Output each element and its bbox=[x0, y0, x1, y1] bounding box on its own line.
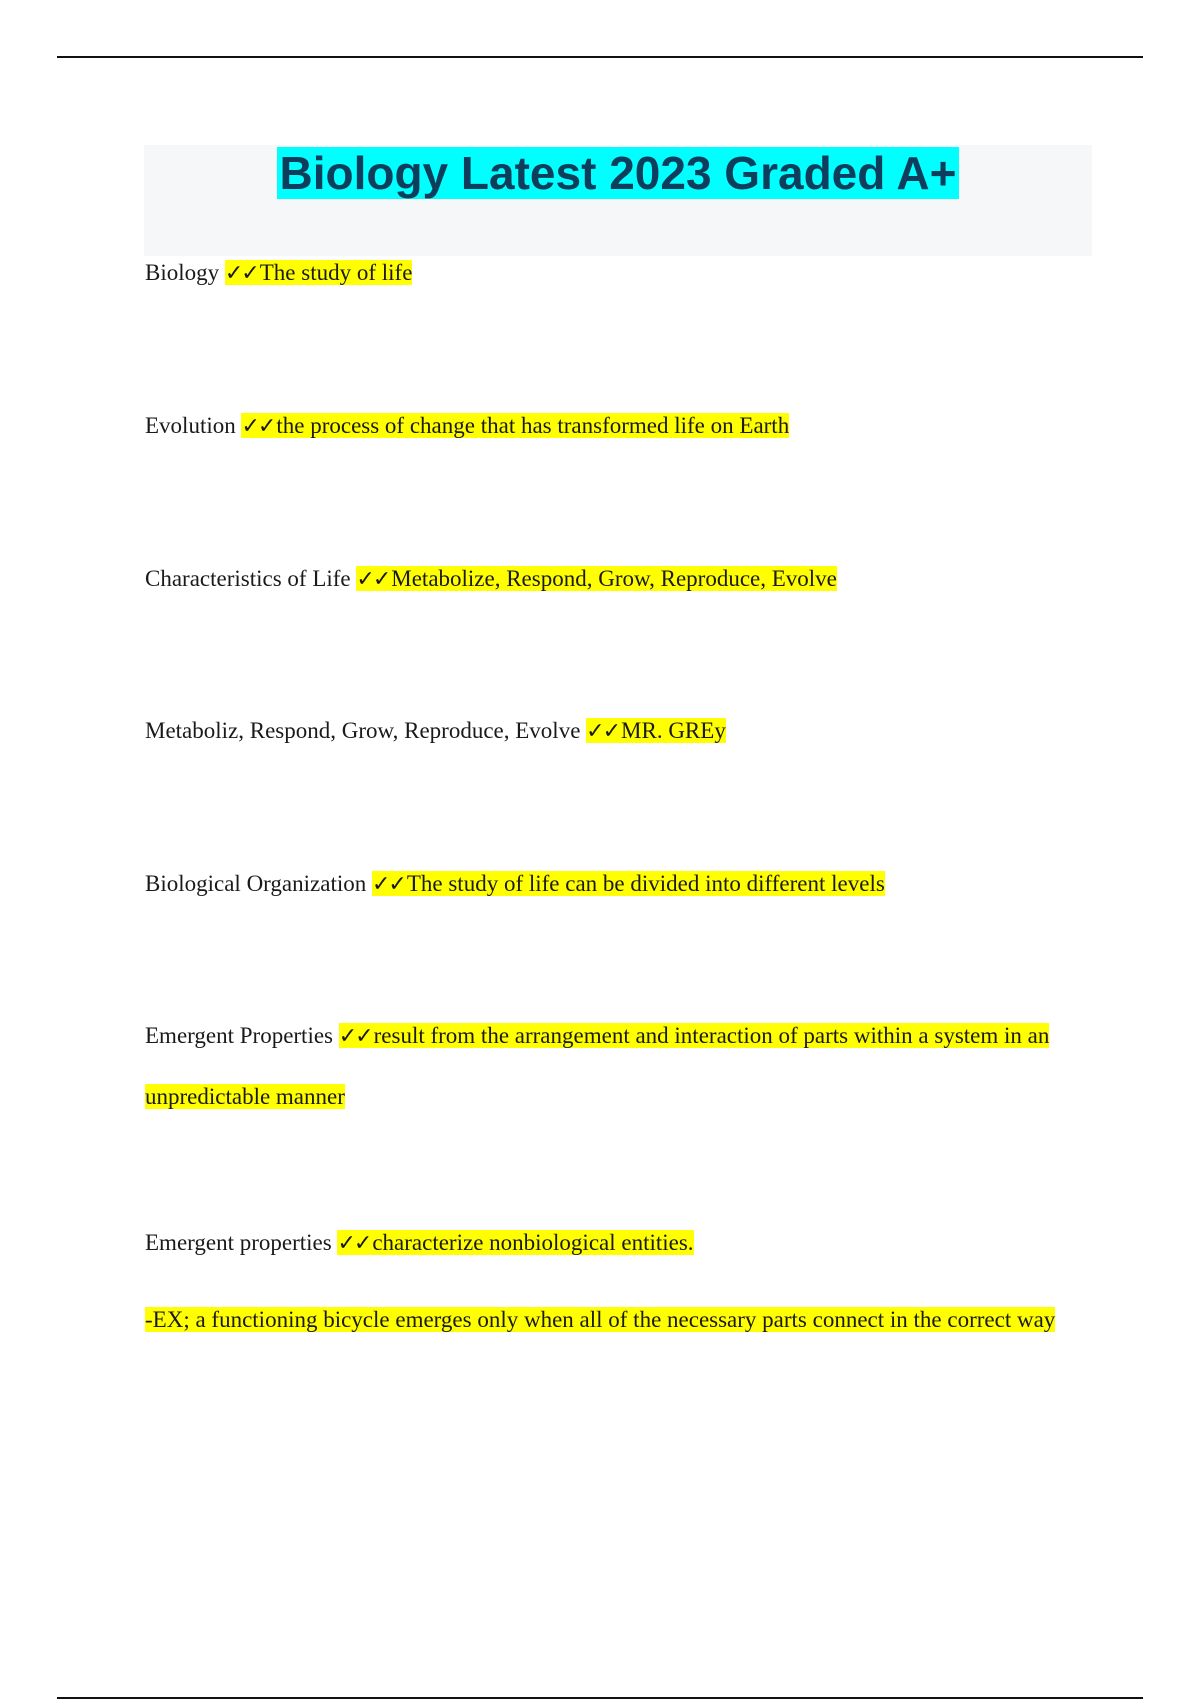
entry-biological-organization bbox=[145, 854, 1075, 915]
entry-mr-grey bbox=[145, 701, 1075, 762]
definition: characterize nonbiological entities. bbox=[372, 1230, 694, 1255]
double-check-icon: ✓✓ bbox=[371, 872, 405, 897]
double-check-icon: ✓✓ bbox=[224, 261, 258, 286]
bottom-rule bbox=[57, 1697, 1143, 1699]
term: Metaboliz, Respond, Grow, Reproduce, Evolve bbox=[145, 718, 581, 743]
double-check-icon: ✓✓ bbox=[338, 1024, 372, 1049]
definition: MR. GREy bbox=[621, 718, 726, 743]
title-banner bbox=[144, 145, 1092, 256]
term: Biological Organization bbox=[145, 871, 367, 896]
double-check-icon: ✓✓ bbox=[356, 567, 390, 592]
example-paragraph bbox=[145, 1290, 1075, 1350]
entry-emergent-properties-nonbiological bbox=[145, 1213, 1075, 1274]
answer-highlight bbox=[356, 566, 837, 591]
top-rule bbox=[57, 56, 1143, 58]
double-check-icon: ✓✓ bbox=[337, 1231, 371, 1256]
definition: Metabolize, Respond, Grow, Reproduce, Evolve bbox=[391, 566, 837, 591]
answer-highlight bbox=[372, 871, 885, 896]
answer-highlight bbox=[337, 1230, 693, 1255]
term: Characteristics of Life bbox=[145, 566, 351, 591]
answer-highlight bbox=[225, 260, 413, 285]
double-check-icon: ✓✓ bbox=[241, 414, 275, 439]
term: Emergent properties bbox=[145, 1230, 332, 1255]
definition: the process of change that has transformed life on Earth bbox=[276, 413, 790, 438]
entry-biology bbox=[145, 243, 1075, 304]
entry-emergent-properties bbox=[145, 1006, 1075, 1127]
double-check-icon: ✓✓ bbox=[586, 719, 620, 744]
entry-evolution bbox=[145, 396, 1075, 457]
definition: The study of life can be divided into different levels bbox=[406, 871, 885, 896]
document-title: Biology Latest 2023 Graded A+ bbox=[279, 147, 957, 199]
term: Emergent Properties bbox=[145, 1023, 333, 1048]
definition: result from the arrangement and interaction of parts within a system in an unpredictable manner bbox=[145, 1023, 1050, 1109]
answer-highlight bbox=[241, 413, 789, 438]
example-text: -EX; a functioning bicycle emerges only when all of the necessary parts connect in the correct way bbox=[145, 1307, 1056, 1332]
definition: The study of life bbox=[259, 260, 413, 285]
term: Evolution bbox=[145, 413, 236, 438]
answer-highlight bbox=[586, 718, 726, 743]
term: Biology bbox=[145, 260, 220, 285]
entry-characteristics-of-life bbox=[145, 549, 1075, 610]
